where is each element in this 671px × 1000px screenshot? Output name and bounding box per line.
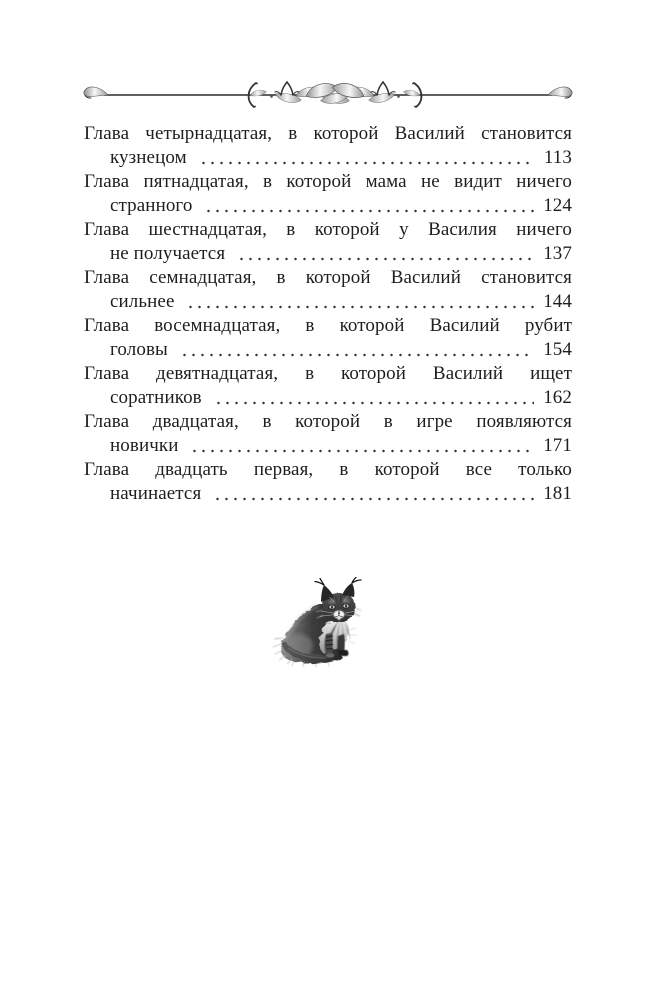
toc-entry-continuation-line <box>84 194 572 218</box>
toc-entry <box>84 314 572 362</box>
toc-entry-title-continuation: странного <box>110 195 193 216</box>
toc-entry <box>84 362 572 410</box>
toc-entry-page-number: 144 <box>543 291 572 312</box>
toc-entry-page-number: 162 <box>543 387 572 408</box>
toc-entry-page-number: 154 <box>543 339 572 360</box>
cat-paw <box>338 650 349 656</box>
toc-entry-page-number: 137 <box>543 243 572 264</box>
toc-entry-title-continuation: головы <box>110 339 168 360</box>
dot-leader <box>190 434 534 458</box>
dot-leader <box>180 338 534 362</box>
toc-entry-title-continuation: сильнее <box>110 291 175 312</box>
toc-entry-title-line: Глава восемнадцатая, в которой Василий рубит <box>84 315 572 336</box>
dot-leader <box>186 290 534 314</box>
toc-entry-title-line: Глава пятнадцатая, в которой мама не видит ничего <box>84 171 572 192</box>
toc-entry-continuation-line <box>84 146 572 170</box>
toc-entry-page-number: 171 <box>543 435 572 456</box>
toc-entry-title-line: Глава двадцать первая, в которой все только <box>84 459 572 480</box>
cat-ear <box>342 583 354 597</box>
toc-entry <box>84 410 572 458</box>
toc-entry-title-line: Глава девятнадцатая, в которой Василий ищет <box>84 363 572 384</box>
toc-entry <box>84 218 572 266</box>
toc-entry-title-continuation: новички <box>110 435 179 456</box>
dot-leader <box>237 242 534 266</box>
toc-entry-title-line: Глава шестнадцатая, в которой у Василия ничего <box>84 219 572 240</box>
toc-entry-title-continuation: кузнецом <box>110 147 187 168</box>
toc-entry-page-number: 124 <box>543 195 572 216</box>
toc-entry-title-line: Глава семнадцатая, в которой Василий становится <box>84 267 572 288</box>
toc-entry-continuation-line <box>84 242 572 266</box>
toc-entry-page-number: 113 <box>543 147 572 168</box>
toc-entry-title-continuation: начинается <box>110 483 202 504</box>
toc-entry <box>84 266 572 314</box>
dot-leader <box>204 194 534 218</box>
header-flourish-ornament <box>82 76 574 116</box>
toc-entry-continuation-line <box>84 482 572 506</box>
toc-entry-continuation-line <box>84 338 572 362</box>
toc-entry <box>84 458 572 506</box>
toc-entry-title-line: Глава двадцатая, в которой в игре появляются <box>84 411 572 432</box>
toc-entry-title-continuation: не получается <box>110 243 226 264</box>
cat-head <box>315 578 361 623</box>
toc-entry-continuation-line <box>84 434 572 458</box>
toc-entry-title-line: Глава четырнадцатая, в которой Василий становится <box>84 123 572 144</box>
dot-leader <box>214 386 534 410</box>
ornament-right-curl <box>548 87 572 98</box>
table-of-contents <box>84 122 572 506</box>
toc-entry <box>84 170 572 218</box>
cat-illustration <box>262 576 412 701</box>
ear-tufts <box>315 578 361 586</box>
toc-entry <box>84 122 572 170</box>
toc-entry-page-number: 181 <box>543 483 572 504</box>
toc-entry-title-continuation: соратников <box>110 387 202 408</box>
toc-entry-continuation-line <box>84 290 572 314</box>
ornament-left-curl <box>84 87 108 98</box>
dot-leader <box>213 482 534 506</box>
cat-paw <box>326 653 335 657</box>
toc-entry-continuation-line <box>84 386 572 410</box>
dot-leader <box>199 146 534 170</box>
